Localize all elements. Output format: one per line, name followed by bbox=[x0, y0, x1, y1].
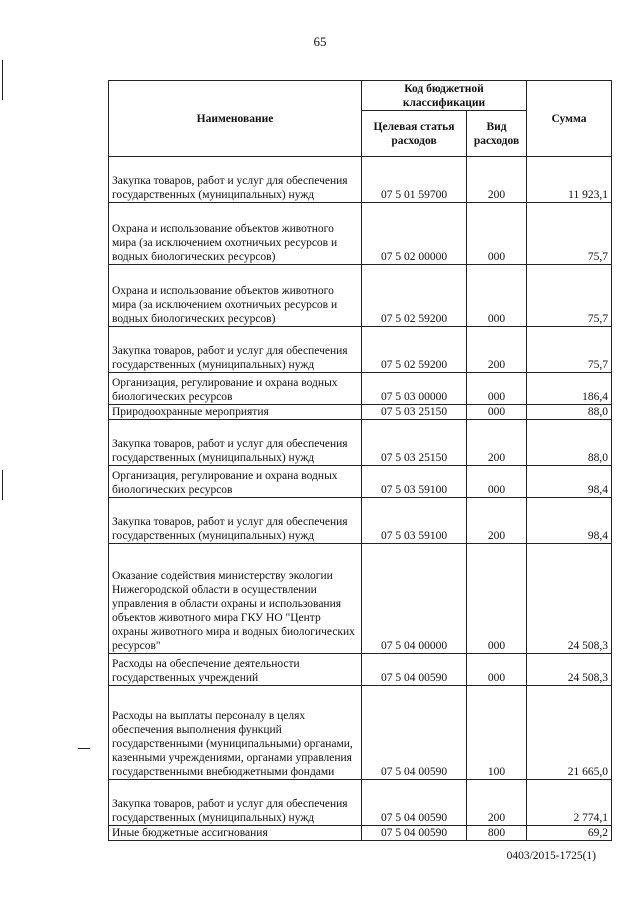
row-name: Иные бюджетные ассигнования bbox=[109, 826, 362, 841]
row-name: Охрана и использование объектов животного мира (за исключением охотничьих ресурсов и водных биологических ресурсов) bbox=[109, 265, 362, 327]
row-expense-type: 000 bbox=[467, 405, 527, 420]
header-sum: Сумма bbox=[527, 81, 612, 157]
table-row bbox=[109, 544, 612, 654]
row-target-item: 07 5 03 59100 bbox=[362, 466, 467, 498]
table-row bbox=[109, 265, 612, 327]
row-name: Закупка товаров, работ и услуг для обеспечения государственных (муниципальных) нужд bbox=[109, 498, 362, 544]
row-name: Охрана и использование объектов животного мира (за исключением охотничьих ресурсов и водных биологических ресурсов) bbox=[109, 203, 362, 265]
row-target-item: 07 5 02 59200 bbox=[362, 327, 467, 373]
row-target-item: 07 5 03 59100 bbox=[362, 498, 467, 544]
row-name: Оказание содействия министерству экологии Нижегородской области в осуществлении управления в области охраны и использования объектов животного мира ГКУ НО "Центр охраны животного мира и водных биологических ресурсов" bbox=[109, 544, 362, 654]
row-expense-type: 200 bbox=[467, 498, 527, 544]
row-name: Закупка товаров, работ и услуг для обеспечения государственных (муниципальных) нужд bbox=[109, 420, 362, 466]
margin-mark bbox=[2, 60, 3, 100]
table-row bbox=[109, 826, 612, 841]
row-expense-type: 200 bbox=[467, 780, 527, 826]
row-sum: 75,7 bbox=[527, 203, 612, 265]
header-expense-type: Вид расходов bbox=[467, 111, 527, 157]
row-expense-type: 000 bbox=[467, 654, 527, 686]
row-expense-type: 000 bbox=[467, 544, 527, 654]
header-name: Наименование bbox=[109, 81, 362, 157]
table-row bbox=[109, 686, 612, 780]
row-expense-type: 000 bbox=[467, 203, 527, 265]
row-target-item: 07 5 04 00590 bbox=[362, 654, 467, 686]
budget-table bbox=[108, 80, 612, 841]
table-row bbox=[109, 466, 612, 498]
row-target-item: 07 5 04 00590 bbox=[362, 780, 467, 826]
row-target-item: 07 5 03 00000 bbox=[362, 373, 467, 405]
margin-mark bbox=[2, 470, 3, 500]
table-row bbox=[109, 780, 612, 826]
row-expense-type: 200 bbox=[467, 420, 527, 466]
row-name: Организация, регулирование и охрана водных биологических ресурсов bbox=[109, 373, 362, 405]
row-name: Закупка товаров, работ и услуг для обеспечения государственных (муниципальных) нужд bbox=[109, 780, 362, 826]
table-row bbox=[109, 203, 612, 265]
row-expense-type: 200 bbox=[467, 157, 527, 203]
row-sum: 98,4 bbox=[527, 498, 612, 544]
page-number: 65 bbox=[313, 34, 327, 49]
row-sum: 11 923,1 bbox=[527, 157, 612, 203]
document-code: 0403/2015-1725(1) bbox=[506, 850, 596, 862]
row-target-item: 07 5 03 25150 bbox=[362, 420, 467, 466]
row-name: Закупка товаров, работ и услуг для обеспечения государственных (муниципальных) нужд bbox=[109, 327, 362, 373]
row-name: Закупка товаров, работ и услуг для обеспечения государственных (муниципальных) нужд bbox=[109, 157, 362, 203]
row-name: Расходы на выплаты персоналу в целях обеспечения выполнения функций государственными (муниципальными) органами, казенными учреждениями, органами управления государственными внебюджетными фондами bbox=[109, 686, 362, 780]
table-row bbox=[109, 420, 612, 466]
row-name: Организация, регулирование и охрана водных биологических ресурсов bbox=[109, 466, 362, 498]
table-row bbox=[109, 654, 612, 686]
row-sum: 24 508,3 bbox=[527, 654, 612, 686]
header-target-item: Целевая статья расходов bbox=[362, 111, 467, 157]
row-expense-type: 000 bbox=[467, 373, 527, 405]
table-body bbox=[109, 157, 612, 841]
row-target-item: 07 5 02 59200 bbox=[362, 265, 467, 327]
row-expense-type: 800 bbox=[467, 826, 527, 841]
row-target-item: 07 5 01 59700 bbox=[362, 157, 467, 203]
row-sum: 186,4 bbox=[527, 373, 612, 405]
row-target-item: 07 5 03 25150 bbox=[362, 405, 467, 420]
table-row bbox=[109, 405, 612, 420]
row-expense-type: 200 bbox=[467, 327, 527, 373]
row-name: Природоохранные мероприятия bbox=[109, 405, 362, 420]
row-sum: 24 508,3 bbox=[527, 544, 612, 654]
row-sum: 21 665,0 bbox=[527, 686, 612, 780]
table-row bbox=[109, 157, 612, 203]
table-row bbox=[109, 498, 612, 544]
row-expense-type: 000 bbox=[467, 466, 527, 498]
row-sum: 69,2 bbox=[527, 826, 612, 841]
row-sum: 2 774,1 bbox=[527, 780, 612, 826]
row-expense-type: 000 bbox=[467, 265, 527, 327]
row-target-item: 07 5 04 00590 bbox=[362, 686, 467, 780]
margin-mark bbox=[78, 748, 90, 749]
row-target-item: 07 5 04 00000 bbox=[362, 544, 467, 654]
header-budget-code: Код бюджетной классификации bbox=[362, 81, 527, 111]
row-sum: 98,4 bbox=[527, 466, 612, 498]
row-sum: 75,7 bbox=[527, 327, 612, 373]
row-name: Расходы на обеспечение деятельности государственных учреждений bbox=[109, 654, 362, 686]
row-sum: 88,0 bbox=[527, 420, 612, 466]
row-target-item: 07 5 02 00000 bbox=[362, 203, 467, 265]
table-row bbox=[109, 327, 612, 373]
row-target-item: 07 5 04 00590 bbox=[362, 826, 467, 841]
row-expense-type: 100 bbox=[467, 686, 527, 780]
row-sum: 88,0 bbox=[527, 405, 612, 420]
table-row bbox=[109, 373, 612, 405]
row-sum: 75,7 bbox=[527, 265, 612, 327]
